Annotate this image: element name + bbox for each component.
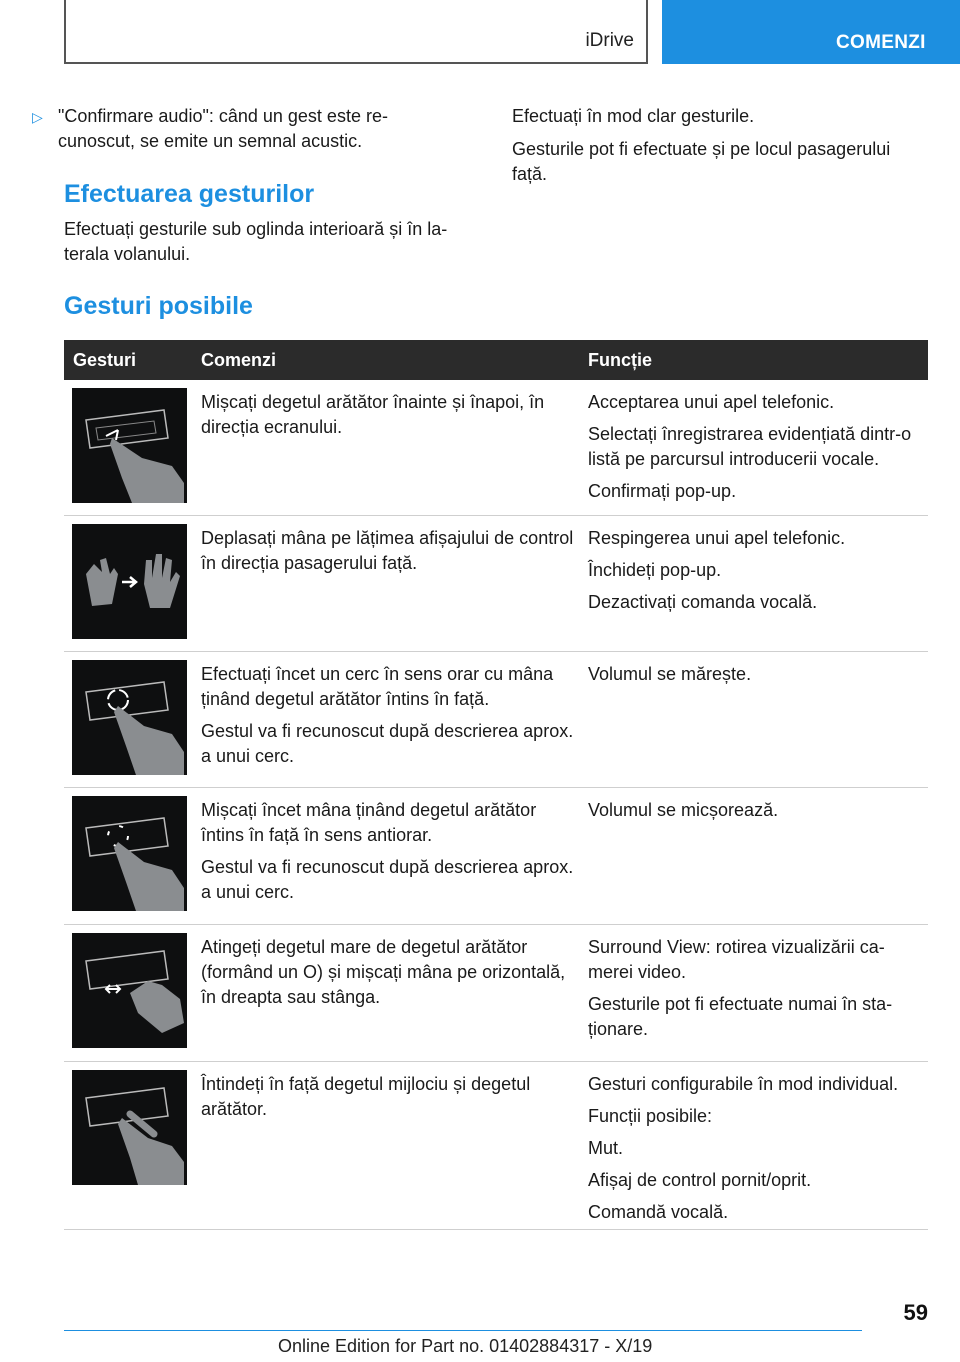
row-function <box>588 526 922 622</box>
table-row <box>64 788 928 925</box>
row-command <box>201 798 575 912</box>
function-text: Dezactivați comanda vocală. <box>588 592 818 612</box>
bullet-item <box>0 104 482 154</box>
command-text: Mișcați încet mâna ținând degetul arătător întins în față în sens antiorar. <box>201 800 537 845</box>
command-text: Mișcați degetul arătător înainte și înapoi, în direcția ecranului. <box>201 392 545 437</box>
left-column <box>32 104 482 154</box>
row-function <box>588 1072 922 1232</box>
table-row <box>64 652 928 788</box>
hand-swipe-right-icon <box>72 524 187 639</box>
footer-edition: Online Edition for Part no. 01402884317 - X/19 <box>278 1336 653 1356</box>
function-text: Volumul se mărește. <box>588 664 752 684</box>
circle-clockwise-icon <box>72 660 187 775</box>
chapter-label: COMENZI <box>836 32 926 53</box>
row-function <box>588 935 922 1049</box>
table-row <box>64 1062 928 1230</box>
command-text: Efectuați încet un cerc în sens orar cu mâna ținând degetul arătător întins în față. <box>201 664 554 709</box>
command-text: Atingeți degetul mare de degetul arătător (formând un O) și mișcați mâna pe orizontală, în dreapta sau stânga. <box>201 937 566 1007</box>
col-header-gesturi: Gesturi <box>73 350 137 370</box>
function-text: Selectați înregistrarea evidențiată dintr-o listă pe parcursul introducerii vocale. <box>588 424 912 469</box>
row-command <box>201 662 575 776</box>
function-text: Acceptarea unui apel telefonic. <box>588 392 835 412</box>
right-column <box>512 104 922 195</box>
function-text: Mut. <box>588 1138 624 1158</box>
function-text: Volumul se micșorează. <box>588 800 779 820</box>
chapter-tab <box>662 0 960 64</box>
two-finger-point-icon <box>72 1070 187 1185</box>
function-text: Gesturile pot fi efectuate numai în staționare. <box>588 994 893 1039</box>
paragraph-text: Efectuați gesturile sub oglinda interioară și în laterala volanului. <box>64 219 448 264</box>
col-header-functie: Funcție <box>588 350 653 370</box>
footer-divider <box>64 1330 862 1331</box>
right-paragraph-1: Efectuați în mod clar gesturile. <box>512 106 755 126</box>
row-function <box>588 390 922 511</box>
right-paragraph-2: Gesturile pot fi efectuate și pe locul pasagerului față. <box>512 139 891 184</box>
row-command <box>201 1072 575 1129</box>
command-text: Întindeți în față degetul mijlociu și degetul arătător. <box>201 1074 531 1119</box>
row-function <box>588 662 922 694</box>
command-text: Gestul va fi recunoscut după descrierea aprox. a unui cerc. <box>201 721 574 766</box>
row-command <box>201 935 575 1017</box>
table-header <box>64 340 928 380</box>
bullet-triangle-icon: ▷ <box>32 109 43 125</box>
bullet-text: "Confirmare audio": când un gest este recunoscut, se emite un semnal acustic. <box>58 106 388 151</box>
function-text: Închideți pop-up. <box>588 560 722 580</box>
row-command <box>201 526 575 583</box>
function-text: Comandă vocală. <box>588 1202 729 1222</box>
function-text: Respingerea unui apel telefonic. <box>588 528 846 548</box>
circle-counterclockwise-icon <box>72 796 187 911</box>
function-text: Surround View: rotirea vizualizării camerei video. <box>588 937 885 982</box>
section-label: iDrive <box>585 30 634 51</box>
function-text: Funcții posibile: <box>588 1106 713 1126</box>
finger-swipe-forward-back-icon <box>72 388 187 503</box>
command-text: Gestul va fi recunoscut după descrierea aprox. a unui cerc. <box>201 857 574 902</box>
function-text: Gesturi configurabile în mod individual. <box>588 1074 899 1094</box>
gestures-table <box>64 340 928 1230</box>
table-row <box>64 925 928 1062</box>
left-paragraph <box>64 217 472 275</box>
header-box <box>64 0 648 64</box>
col-header-comenzi: Comenzi <box>201 350 277 370</box>
table-row <box>64 380 928 516</box>
section-title: Gesturi posibile <box>64 292 253 320</box>
page-number: 59 <box>903 1300 928 1325</box>
row-command <box>201 390 575 447</box>
pinch-swipe-horizontal-icon <box>72 933 187 1048</box>
function-text: Confirmați pop-up. <box>588 481 737 501</box>
row-function <box>588 798 922 830</box>
heading-efectuarea: Efectuarea gesturilor <box>64 180 315 208</box>
command-text: Deplasați mâna pe lățimea afișajului de control în direcția pasagerului față. <box>201 528 574 573</box>
function-text: Afișaj de control pornit/oprit. <box>588 1170 812 1190</box>
table-row <box>64 516 928 652</box>
